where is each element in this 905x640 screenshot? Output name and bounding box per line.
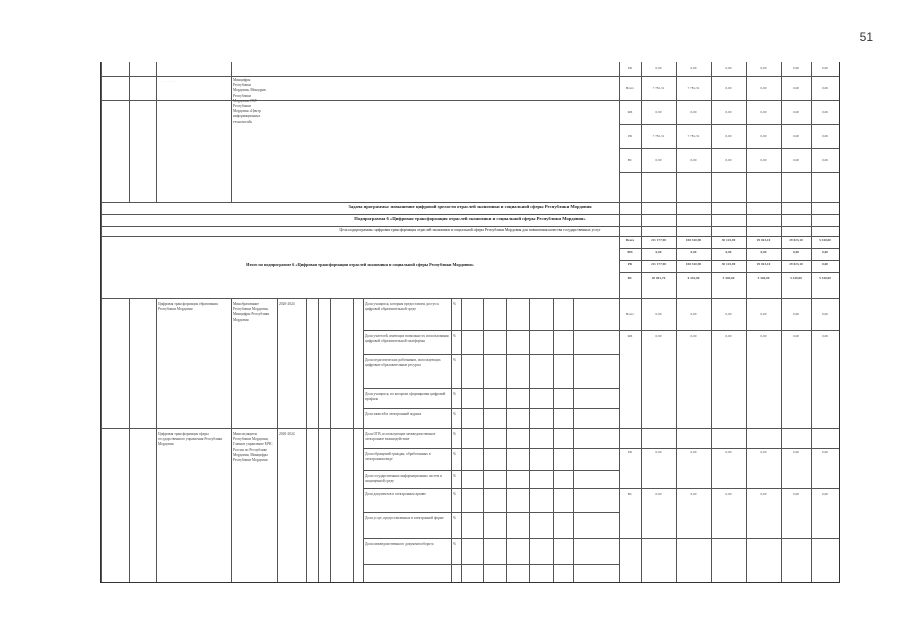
money-cell: 29 023,10 (789, 262, 803, 266)
money-cell: 29 023,10 (756, 262, 771, 266)
grid-line (318, 298, 319, 582)
indicator-text: Доля документов в электронном архиве (365, 492, 426, 496)
money-cell: 0,00 (690, 158, 697, 162)
grid-line (101, 76, 839, 77)
money-cell: 0,00 (822, 158, 828, 162)
grid-line (101, 100, 839, 101)
grid-line (353, 298, 354, 582)
grid-line (619, 148, 839, 149)
indicator-unit: % (453, 302, 456, 306)
grid-line (101, 62, 102, 582)
money-cell: 5 340,00 (790, 276, 802, 280)
grid-line (811, 62, 812, 582)
grid-line (451, 298, 452, 582)
section-header: Задача программы: повышение цифровой зрелости отраслей экономики и социальной сферы Республики Мордовия (348, 204, 592, 209)
scan-text: · · · · · · · · · · (161, 80, 178, 84)
money-cell: 0,00 (793, 66, 799, 70)
grid-line (619, 248, 839, 249)
grid-line (363, 512, 619, 513)
money-cell: 0,00 (725, 312, 732, 316)
money-cell: 30 125,90 (721, 238, 736, 242)
money-cell: 5 340,00 (722, 276, 735, 280)
grid-line (101, 298, 839, 299)
money-cell: 0,00 (690, 110, 697, 114)
money-cell: 0,00 (822, 492, 828, 496)
grid-line (129, 298, 130, 582)
indicator-unit: % (453, 474, 456, 478)
money-cell: 0,00 (760, 66, 767, 70)
indicator-unit: % (453, 516, 456, 520)
money-cell: 0,00 (655, 110, 662, 114)
money-cell: 0,00 (822, 312, 828, 316)
source-code: ФБ (627, 250, 633, 254)
indicator-unit: % (453, 542, 456, 546)
money-cell: 108 320,90 (685, 262, 702, 266)
money-cell: 0,00 (655, 450, 662, 454)
grid-line (129, 62, 130, 202)
grid-line (619, 260, 839, 261)
indicator-text: Доля педагогических работников, использующих цифровые образовательные ресурсы (365, 358, 441, 368)
money-cell: 0,00 (725, 66, 732, 70)
money-cell: 0,00 (725, 450, 732, 454)
money-cell: 30 125,90 (721, 262, 736, 266)
grid-line (529, 298, 530, 582)
grid-line (619, 272, 839, 273)
money-cell: 0,00 (793, 312, 799, 316)
grid-line (676, 62, 677, 582)
grid-line (711, 62, 712, 582)
money-cell: 0,00 (690, 450, 697, 454)
money-cell: 0,00 (690, 312, 697, 316)
money-cell: 0,00 (793, 110, 799, 114)
grid-line (101, 236, 839, 237)
indicator-text: Доля записей в электронный журнал (365, 412, 422, 416)
indicator-text: Доля учащихся, по которым сформирован цифровой профиль (365, 392, 446, 402)
executor-mid: Минобразование Республики Мордовия, Минцифры Республики Мордовия (233, 302, 270, 322)
money-cell: 7 781,31 (687, 134, 700, 138)
money-cell: 0,00 (793, 250, 799, 254)
money-cell: 0,00 (760, 86, 767, 90)
money-cell: 0,00 (760, 492, 767, 496)
money-cell: 0,00 (690, 250, 697, 254)
indicator-unit: % (453, 452, 456, 456)
money-cell: 0,00 (822, 450, 828, 454)
executor-top: Минцифры Республики Мордовия, Минздрав Республики Мордовия, ГКУ Республики Мордовия «Центр информационных технологий» (233, 78, 266, 124)
grid-line (363, 470, 619, 471)
grid-line (306, 298, 307, 582)
grid-line (156, 62, 157, 202)
indicator-unit: % (453, 358, 456, 362)
grid-line (277, 298, 278, 582)
money-cell: 7 781,31 (687, 86, 700, 90)
indicator-text: Доля обращений граждан, обработанных в электронном виде (365, 452, 431, 462)
money-cell: 0,00 (725, 250, 732, 254)
source-code: ВС (627, 276, 633, 280)
money-cell: 211 177,90 (650, 238, 667, 242)
money-cell: 0,00 (725, 492, 732, 496)
grid-line (363, 354, 619, 355)
money-cell: 0,00 (760, 450, 767, 454)
money-cell: 0,00 (793, 334, 799, 338)
money-cell: 0,00 (822, 110, 828, 114)
money-cell: РБ (628, 66, 632, 70)
money-cell: ФБ (627, 110, 633, 114)
grid-line (746, 62, 747, 582)
money-cell: 5 340,00 (819, 276, 831, 280)
money-cell: 0,00 (760, 334, 767, 338)
grid-line (483, 298, 484, 582)
money-cell: 0,00 (760, 158, 767, 162)
grid-line (101, 202, 839, 203)
money-cell: 0,00 (760, 134, 767, 138)
money-cell: 5 340,00 (819, 238, 831, 242)
money-cell: 0,00 (725, 86, 732, 90)
grid-line (553, 298, 554, 582)
page-number: 51 (859, 30, 873, 44)
years-mid: 2020-2024 (279, 302, 295, 306)
money-cell: 0,00 (655, 312, 662, 316)
money-cell: 0,00 (725, 158, 732, 162)
money-cell: 20 001,70 (651, 276, 666, 280)
grid-line (363, 448, 839, 449)
indicator-unit: % (453, 334, 456, 338)
money-cell: 108 320,90 (685, 238, 702, 242)
money-cell: ВС (627, 158, 633, 162)
source-code: РБ (627, 262, 633, 266)
budget-table (100, 62, 840, 583)
grid-line (363, 298, 364, 582)
indicator-unit: % (453, 492, 456, 496)
task-description (103, 302, 127, 422)
grid-line (461, 298, 462, 582)
grid-line (641, 62, 642, 582)
grid-line (619, 62, 620, 582)
money-cell: 0,00 (793, 158, 799, 162)
money-cell: 0,00 (822, 250, 828, 254)
money-cell: 0,00 (655, 66, 662, 70)
grid-line (101, 214, 839, 215)
money-cell: 0,00 (793, 450, 799, 454)
money-cell: 7 781,31 (652, 86, 665, 90)
grid-line (363, 408, 619, 409)
money-cell: 0,00 (793, 134, 799, 138)
indicator-unit: % (453, 392, 456, 396)
grid-line (330, 298, 331, 582)
grid-line (363, 488, 839, 489)
indicator-text: Доля учителей, имеющих возможность использования цифровой образовательной платформы (365, 334, 449, 344)
indicator-text: Доля государственных информационных систем в защищенной среде (365, 474, 442, 484)
money-cell: 211 177,90 (650, 262, 667, 266)
money-cell: ФБ (627, 334, 633, 338)
grid-line (231, 62, 232, 202)
money-cell: 0,00 (760, 110, 767, 114)
money-cell: 0,00 (690, 492, 697, 496)
totals-label: Итого по подпрограмме 6 «Цифровая трансформация отраслей экономики и социальной сферы Республики Мордовия» (246, 262, 474, 267)
grid-line (101, 428, 839, 429)
money-cell: 5 340,00 (757, 276, 770, 280)
subprogram-goal: Цель подпрограммы: цифровая трансформация отраслей экономики и социальной сферы Республики Мордовия для повышения качества государственных услуг (339, 228, 601, 232)
source-code: Всего (625, 238, 635, 242)
indicator-text: Доля услуг, предоставленных в электронной форме (365, 516, 444, 520)
money-cell: 0,00 (655, 250, 662, 254)
money-cell: РБ (628, 450, 632, 454)
money-cell: 0,00 (690, 334, 697, 338)
money-cell: 0,00 (725, 134, 732, 138)
years-low: 2020-2024 (279, 432, 295, 436)
grid-line (231, 298, 232, 582)
money-cell: Всего (625, 86, 635, 90)
indicator-text: Доля ОГВ, использующих межведомственное электронное взаимодействие (365, 432, 436, 442)
grid-line (156, 298, 157, 582)
money-cell: 0,00 (655, 334, 662, 338)
subprogram-title: Подпрограмма 6 «Цифровая трансформация отраслей экономики и социальной сферы Республики Мордовия» (354, 216, 586, 221)
money-cell: 0,00 (822, 262, 828, 266)
grid-line (363, 388, 619, 389)
grid-line (101, 226, 839, 227)
indicator-text: Доля межведомственного документооборота (365, 542, 434, 546)
indicator-unit: % (453, 432, 456, 436)
money-cell: 0,00 (725, 110, 732, 114)
event-mid: Цифровая трансформация образования Республики Мордовия (158, 302, 218, 312)
money-cell: 29 023,10 (789, 238, 803, 242)
money-cell: 0,00 (760, 250, 767, 254)
grid-line (363, 330, 839, 331)
money-cell: 0,00 (655, 492, 662, 496)
indicator-unit: % (453, 412, 456, 416)
money-cell: 0,00 (690, 66, 697, 70)
money-cell: 0,00 (655, 158, 662, 162)
money-cell: 29 023,10 (756, 238, 771, 242)
grid-line (573, 298, 574, 582)
money-cell: 7 781,31 (652, 134, 665, 138)
money-cell: 6 342,00 (687, 276, 700, 280)
grid-line (619, 124, 839, 125)
money-cell: 0,00 (822, 134, 828, 138)
grid-line (619, 172, 839, 173)
money-cell: 0,00 (822, 86, 828, 90)
indicator-text: Доля учащихся, которым предоставлен доступ к цифровой образовательной среде (365, 302, 440, 312)
money-cell: ВС (627, 492, 633, 496)
money-cell: 0,00 (793, 492, 799, 496)
grid-line (363, 538, 839, 539)
money-cell: Всего (625, 312, 635, 316)
grid-line (506, 298, 507, 582)
grid-line (363, 564, 619, 565)
executor-low: Минсоцзащиты Республики Мордовия, Главное управление МЧС России по Республике Мордовия, Минцифры Республики Мордовия (233, 432, 273, 463)
grid-line (781, 62, 782, 582)
money-cell: 0,00 (725, 334, 732, 338)
money-cell: 0,00 (822, 66, 828, 70)
money-cell: 0,00 (760, 312, 767, 316)
money-cell: РБ (628, 134, 632, 138)
money-cell: 0,00 (822, 334, 828, 338)
money-cell: 0,00 (793, 86, 799, 90)
event-low: Цифровая трансформация сферы государственного управления Республики Мордовия (158, 432, 223, 447)
